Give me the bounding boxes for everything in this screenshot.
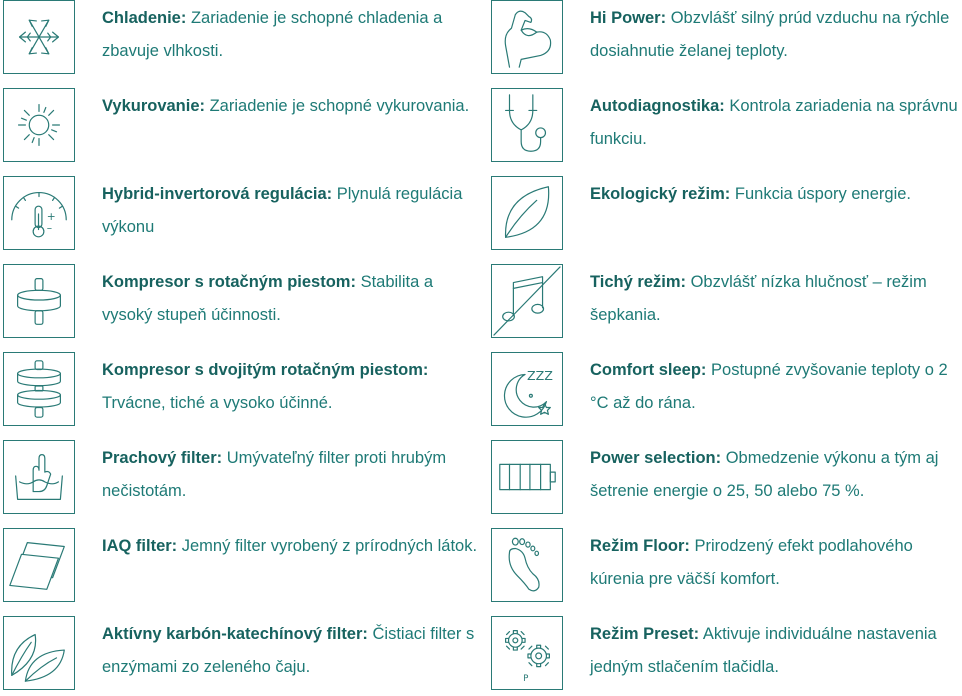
- feature-text: Trvácne, tiché a vysoko účinné.: [102, 394, 333, 412]
- feature-item-autodiagnostics: [488, 88, 962, 168]
- feature-item-carbon-filter: [0, 616, 480, 696]
- muscle-arm-icon: [491, 0, 563, 74]
- gears-preset-icon: [491, 616, 563, 690]
- feature-item-cooling: [0, 0, 480, 80]
- feature-title: Kompresor s rotačným piestom:: [102, 273, 356, 291]
- feature-description: [102, 354, 480, 420]
- feature-text: Stabilita a vysoký stupeň účinnosti.: [102, 273, 434, 324]
- feature-description: [590, 442, 962, 508]
- feature-title: Režim Floor:: [590, 537, 690, 555]
- feature-text: Postupné zvyšovanie teploty o 2 °C až do rána.: [590, 361, 948, 412]
- feature-item-iaq-filter: [0, 528, 480, 608]
- feature-title: Kompresor s dvojitým rotačným piestom:: [102, 361, 429, 379]
- footprint-icon: [491, 528, 563, 602]
- feature-item-quiet-mode: [488, 264, 962, 344]
- rotary-piston-icon: [3, 264, 75, 338]
- feature-item-hi-power: [488, 0, 962, 80]
- feature-text: Obmedzenie výkonu a tým aj šetrenie energie o 25, 50 alebo 75 %.: [590, 449, 939, 500]
- feature-item-twin-rotary-compressor: [0, 352, 480, 432]
- feature-description: [102, 530, 480, 563]
- hand-washing-icon: [3, 440, 75, 514]
- feature-description: [590, 530, 962, 596]
- feature-title: Ekologický režim:: [590, 185, 731, 203]
- feature-item-heating: [0, 88, 480, 168]
- filter-sheets-icon: [3, 528, 75, 602]
- feature-title: Tichý režim:: [590, 273, 686, 291]
- feature-text: Zariadenie je schopné vykurovania.: [205, 97, 470, 115]
- feature-description: [590, 354, 962, 420]
- feature-text: Aktivuje individuálne nastavenia jedným stlačením tlačidla.: [590, 625, 937, 676]
- feature-item-preset-mode: [488, 616, 962, 696]
- feature-item-comfort-sleep: [488, 352, 962, 432]
- battery-icon: [491, 440, 563, 514]
- feature-text: Čistiaci filter s enzýmami zo zeleného čaju.: [102, 625, 475, 676]
- feature-text: Zariadenie je schopné chladenia a zbavuje vlhkosti.: [102, 9, 443, 60]
- feature-title: IAQ filter:: [102, 537, 178, 555]
- leaves-icon: [3, 616, 75, 690]
- feature-title: Chladenie:: [102, 9, 187, 27]
- feature-item-eco-mode: [488, 176, 962, 256]
- feature-title: Power selection:: [590, 449, 722, 467]
- feature-text: Kontrola zariadenia na správnu funkciu.: [590, 97, 958, 148]
- twin-rotary-piston-icon: [3, 352, 75, 426]
- feature-description: [102, 90, 480, 123]
- feature-title: Comfort sleep:: [590, 361, 707, 379]
- stethoscope-icon: [491, 88, 563, 162]
- minus-glyph: –: [46, 221, 53, 235]
- feature-description: [590, 618, 962, 684]
- snowflake-icon: [3, 0, 75, 74]
- feature-title: Režim Preset:: [590, 625, 700, 643]
- moon-sleep-icon: [491, 352, 563, 426]
- feature-title: Hybrid-invertorová regulácia:: [102, 185, 333, 203]
- feature-text: Umývateľný filter proti hrubým nečistotám.: [102, 449, 447, 500]
- feature-text: Prirodzený efekt podlahového kúrenia pre väčší komfort.: [590, 537, 913, 588]
- feature-item-rotary-compressor: [0, 264, 480, 344]
- muted-music-icon: [491, 264, 563, 338]
- feature-item-hybrid-inverter: [0, 176, 480, 256]
- feature-description: [102, 2, 480, 68]
- sun-icon: [3, 88, 75, 162]
- feature-item-floor-mode: [488, 528, 962, 608]
- feature-text: Funkcia úspory energie.: [730, 185, 911, 203]
- plus-glyph: +: [46, 209, 56, 223]
- feature-item-dust-filter: [0, 440, 480, 520]
- feature-description: [590, 90, 962, 156]
- feature-title: Aktívny karbón-katechínový filter:: [102, 625, 368, 643]
- feature-description: [590, 178, 962, 211]
- feature-description: [102, 266, 480, 332]
- feature-text: Jemný filter vyrobený z prírodných látok.: [177, 537, 478, 555]
- thermometer-gauge-icon: [3, 176, 75, 250]
- feature-description: [590, 266, 962, 332]
- leaf-icon: [491, 176, 563, 250]
- feature-title: Hi Power:: [590, 9, 667, 27]
- feature-title: Prachový filter:: [102, 449, 223, 467]
- feature-description: [590, 2, 962, 68]
- feature-text: Plynulá regulácia výkonu: [102, 185, 463, 236]
- feature-description: [102, 618, 480, 684]
- zzz-glyph: ZZZ: [527, 368, 553, 384]
- feature-text: Obzvlášť silný prúd vzduchu na rýchle dosiahnutie želanej teploty.: [590, 9, 950, 60]
- preset-letter-glyph: P: [523, 674, 529, 685]
- feature-description: [102, 178, 480, 244]
- feature-text: Obzvlášť nízka hlučnosť – režim šepkania.: [590, 273, 927, 324]
- feature-title: Autodiagnostika:: [590, 97, 725, 115]
- feature-item-power-selection: [488, 440, 962, 520]
- feature-title: Vykurovanie:: [102, 97, 206, 115]
- feature-description: [102, 442, 480, 508]
